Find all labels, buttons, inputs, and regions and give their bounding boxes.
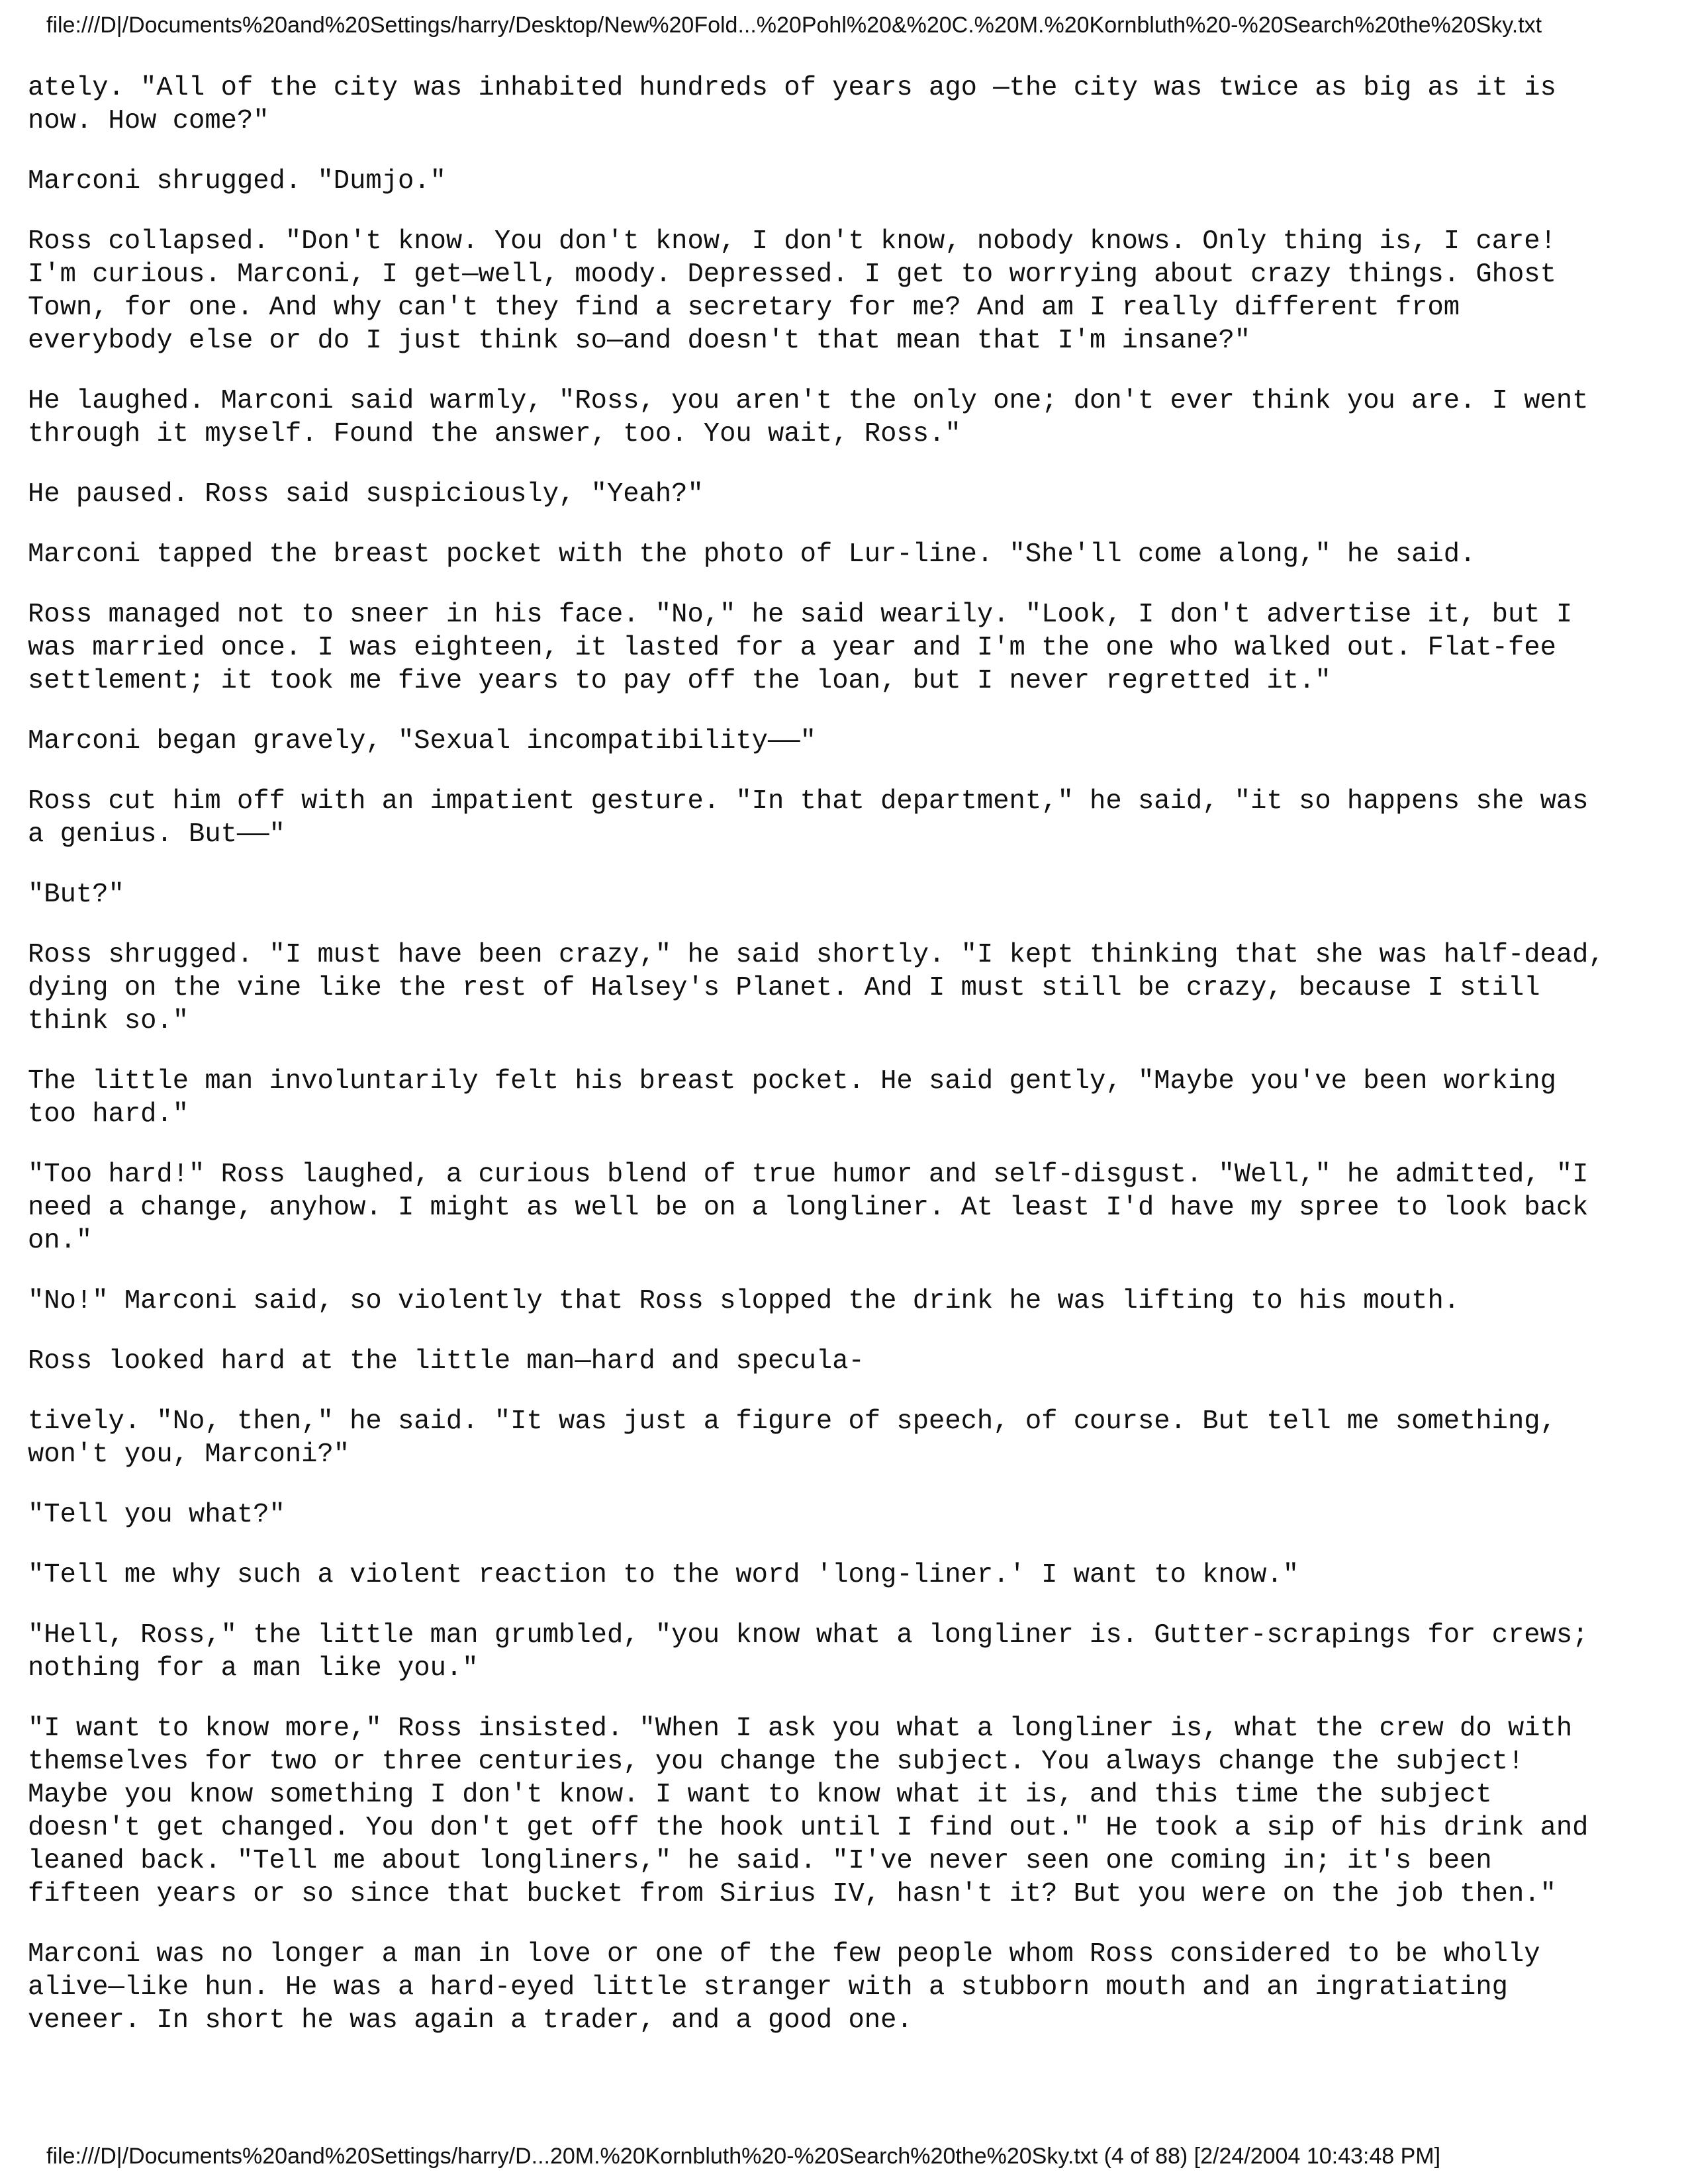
paragraph: He laughed. Marconi said warmly, "Ross, you aren't the only one; don't ever think you are. I went through it myself. Found the answer, too. You wait, Ross." xyxy=(28,386,1589,449)
paragraph: Ross managed not to sneer in his face. "No," he said wearily. "Look, I don't advertise it, but I was married once. I was eighteen, it lasted for a year and I'm the one who walked out. Flat-fee settlement; it took me five years to pay off the loan, but I never regretted it." xyxy=(28,600,1573,696)
paragraph: Ross cut him off with an impatient gesture. "In that department," he said, "it so happens she was a genius. But——" xyxy=(28,786,1589,850)
paragraph: "Too hard!" Ross laughed, a curious blend of true humor and self-disgust. "Well," he admitted, "I need a change, anyhow. I might as well be on a longliner. At least I'd have my spree to look back on." xyxy=(28,1160,1589,1256)
paragraph: tively. "No, then," he said. "It was just a figure of speech, of course. But tell me something, won't you, Marconi?" xyxy=(28,1406,1556,1470)
paragraph: "No!" Marconi said, so violently that Ross slopped the drink he was lifting to his mouth. xyxy=(28,1286,1460,1316)
footer-file-path: file:///D|/Documents%20and%20Settings/harry/D...20M.%20Kornbluth%20-%20Search%20the%20Sky.txt (4 of 88) [2/24/2004 10:43:48 PM] xyxy=(46,2144,1441,2169)
header-file-path: file:///D|/Documents%20and%20Settings/harry/Desktop/New%20Fold...%20Pohl%20&%20C.%20M.%20Kornbluth%20-%20Search%20the%20Sky.txt xyxy=(46,13,1542,38)
paragraph: Marconi was no longer a man in love or one of the few people whom Ross considered to be wholly alive—like hun. He was a hard-eyed little stranger with a stubborn mouth and an ingratiating veneer. In short he was again a trader, and a good one. xyxy=(28,1939,1540,2036)
paragraph: "Hell, Ross," the little man grumbled, "you know what a longliner is. Gutter-scrapings for crews; nothing for a man like you." xyxy=(28,1620,1589,1684)
paragraph: He paused. Ross said suspiciously, "Yeah?" xyxy=(28,479,704,510)
paragraph: "I want to know more," Ross insisted. "When I ask you what a longliner is, what the crew do with themselves for two or three centuries, you change the subject. You always change the subject! Maybe you know something I don't know. I want to know what it is, and this time the subject doesn't get changed. You don't get off the hook until I find out." He took a sip of his drink and leaned back. "Tell me about longliners," he said. "I've never seen one coming in; it's been fifteen years or so since that bucket from Sirius IV, hasn't it? But you were on the job then." xyxy=(28,1713,1589,1909)
paragraph: Ross looked hard at the little man—hard and specula- xyxy=(28,1346,865,1377)
paragraph: Marconi shrugged. "Dumjo." xyxy=(28,166,446,197)
paragraph: Marconi tapped the breast pocket with the photo of Lur-line. "She'll come along," he said. xyxy=(28,539,1476,570)
paragraph: ately. "All of the city was inhabited hundreds of years ago —the city was twice as big as it is now. How come?" xyxy=(28,73,1556,136)
paragraph: "Tell me why such a violent reaction to the word 'long-liner.' I want to know." xyxy=(28,1560,1299,1590)
paragraph: Ross shrugged. "I must have been crazy," he said shortly. "I kept thinking that she was half-dead, dying on the vine like the rest of Halsey's Planet. And I must still be crazy, because I still think so." xyxy=(28,940,1605,1036)
paragraph: Ross collapsed. "Don't know. You don't know, I don't know, nobody knows. Only thing is, I care! I'm curious. Marconi, I get—well, moody. Depressed. I get to worrying about crazy things. Ghost Town, for one. And why can't they find a secretary for me? And am I really different from everybody else or do I just think so—and doesn't that mean that I'm insane?" xyxy=(28,226,1556,356)
paragraph: "Tell you what?" xyxy=(28,1500,285,1530)
paragraph: Marconi began gravely, "Sexual incompatibility——" xyxy=(28,726,816,756)
paragraph: "But?" xyxy=(28,880,124,910)
document-body xyxy=(28,71,1663,2064)
paragraph: The little man involuntarily felt his breast pocket. He said gently, "Maybe you've been working too hard." xyxy=(28,1066,1556,1130)
